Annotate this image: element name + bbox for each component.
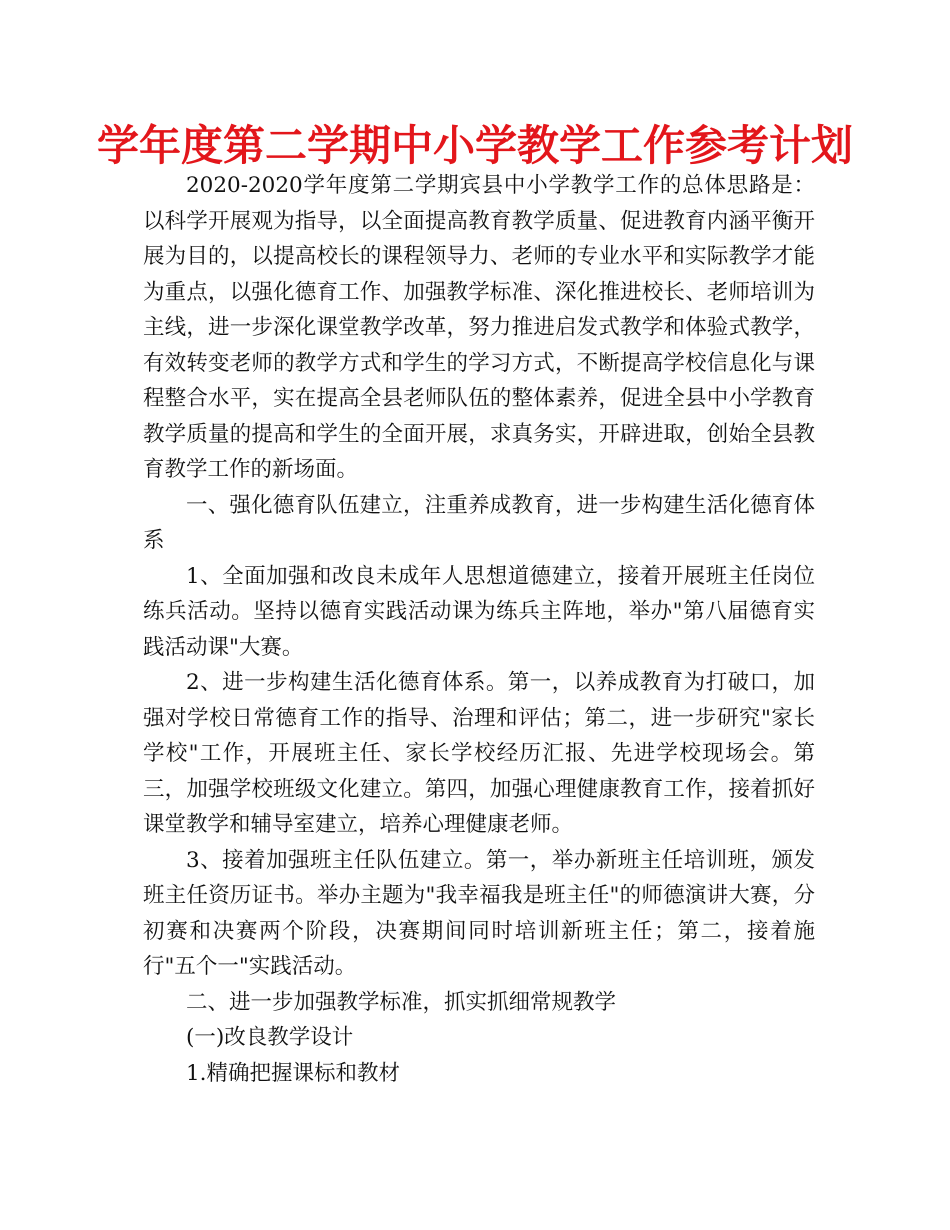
subsection-heading: (一)改良教学设计 xyxy=(186,1025,354,1050)
paragraph-intro: 2020-2020学年度第二学期宾县中小学教学工作的总体思路是：以科学开展观为指导，以全面提高教育教学质量、促进教育内涵平衡开展为目的，以提高校长的课程领导力、老师的专业水平和实际教学才能为重点，以强化德育工作、加强教学标准、深化推进校长、老师培训为主线，进一步深化课堂教学改革，努力推进启发式教学和体验式教学，有效转变老师的教学方式和学生的学习方式，不断提高学校信息化与课程整合水平，实在提高全县老师队伍的整体素养，促进全县中小学教育教学质量的提高和学生的全面开展，求真务实，开辟进取，创始全县教育教学工作的新场面。 xyxy=(143,173,815,482)
sub-item-heading: 1.精确把握课标和教材 xyxy=(186,1060,401,1086)
paragraph-item-2: 2、进一步构建生活化德育体系。第一，以养成教育为打破口，加强对学校日常德育工作的指导、治理和评估；第二，进一步研究"家长学校"工作，开展班主任、家长学校经历汇报、先进学校现场会。第三，加强学校班级文化建立。第四，加强心理健康教育工作，接着抓好课堂教学和辅导室建立，培养心理健康老师。 xyxy=(143,670,815,837)
section-heading-1: 一、强化德育队伍建立，注重养成教育，进一步构建生活化德育体系 xyxy=(143,492,815,553)
paragraph-item-3: 3、接着加强班主任队伍建立。第一，举办新班主任培训班，颁发班主任资历证书。举办主题为"我幸福我是班主任"的师德演讲大赛，分初赛和决赛两个阶段，决赛期间同时培训新班主任；第二，接着施行"五个一"实践活动。 xyxy=(143,847,815,979)
document-title: 学年度第二学期中小学教学工作参考计划 xyxy=(96,121,853,170)
paragraph-item-1: 1、全面加强和改良未成年人思想道德建立，接着开展班主任岗位练兵活动。坚持以德育实践活动课为练兵主阵地，举办"第八届德育实践活动课"大赛。 xyxy=(143,563,815,660)
document-body xyxy=(143,168,815,1091)
section-heading-2: 二、进一步加强教学标准，抓实抓细常规教学 xyxy=(186,989,617,1015)
